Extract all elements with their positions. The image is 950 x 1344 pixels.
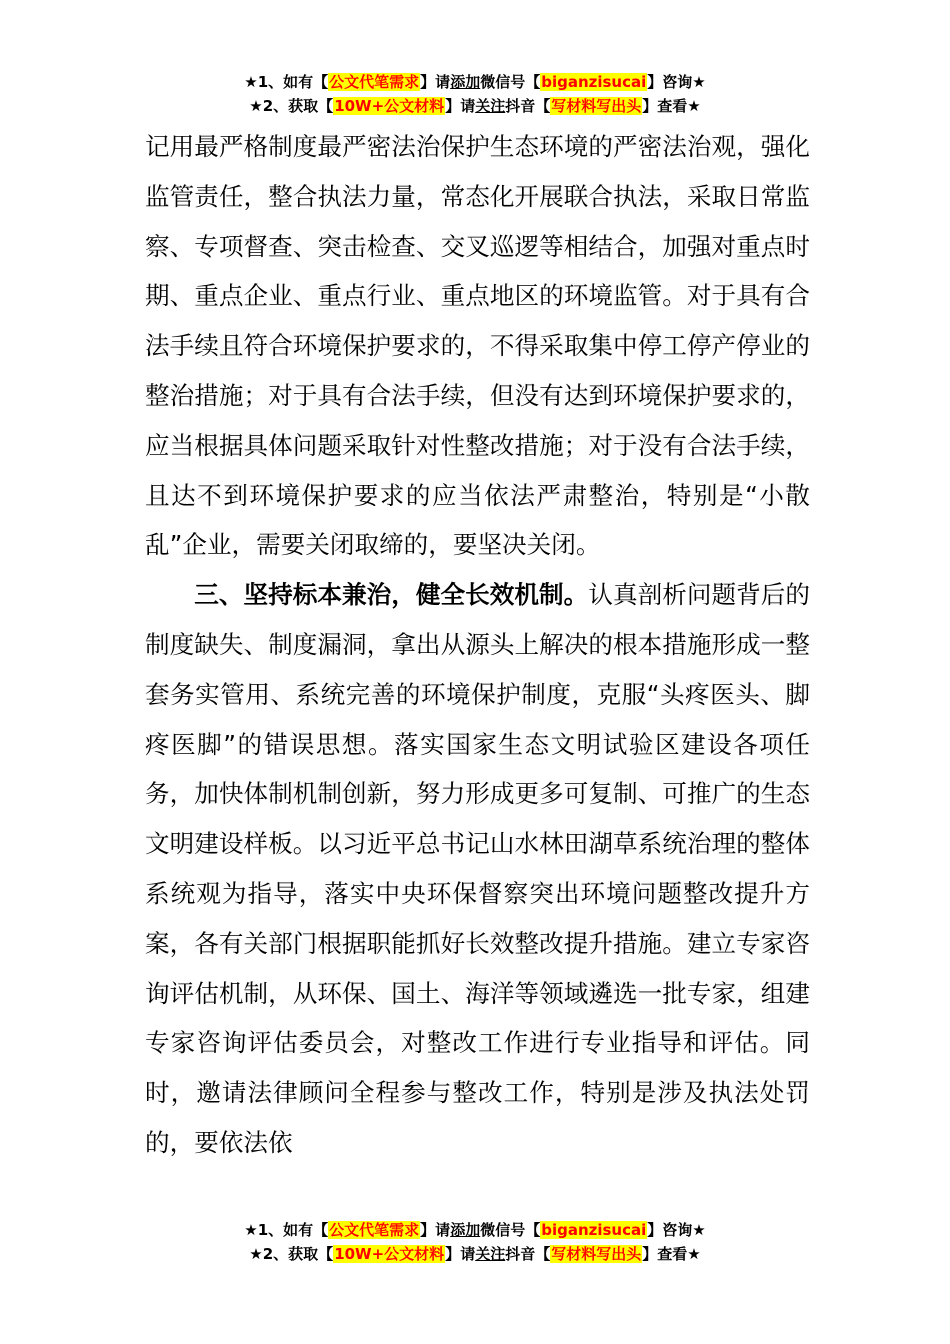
banner-text: 】请 [445,97,476,115]
banner-text: 】咨询★ [647,1221,706,1239]
body-paragraph-1: 记用最严格制度最严密法治保护生态环境的严密法治观，强化监管责任，整合执法力量，常态化开展联合执法，采取日常监察、专项督查、突击检查、交叉巡逻等相结合，加强对重点时期、重点企业、重点行业、重点地区的环境监管。对于具有合法手续且符合环境保护要求的，不得采取集中停工停产停业的整治措施；对于具有合法手续，但没有达到环境保护要求的，应当根据具体问题采取针对性整改措施；对于没有合法手续，且达不到环境保护要求的应当依法严肃整治，特别是“小散乱”企业，需要关闭取缔的，要坚决关闭。 [145,132,810,560]
banner-underlined-word: 关注 [475,97,506,115]
section-heading: 三、坚持标本兼治，健全长效机制。 [194,580,589,610]
banner-highlight-materials: 10W+公文材料 [334,1245,445,1263]
document-body [145,122,810,1168]
banner-underlined-word: 关注 [475,1245,506,1263]
banner-text: 】咨询★ [647,73,706,91]
banner-text: ★1、如有【 [244,1221,329,1239]
header-banner [0,70,950,118]
header-banner-line-2 [0,94,950,118]
banner-highlight-wechat-id: biganzisucai [541,1221,647,1239]
banner-underlined-word: 添加 [450,73,481,91]
banner-highlight-service: 公文代笔需求 [329,1221,420,1239]
header-banner-line-1 [0,70,950,94]
banner-text: 】请 [445,1245,476,1263]
banner-text: 】查看★ [642,1245,701,1263]
banner-text: 】请 [420,73,451,91]
banner-highlight-douyin-account: 写材料写出头 [551,1245,642,1263]
banner-underlined-word: 添加 [450,1221,481,1239]
banner-text: ★2、获取【 [249,1245,334,1263]
body-paragraph-2 [145,570,810,1168]
banner-text: 抖音【 [505,1245,551,1263]
banner-highlight-douyin-account: 写材料写出头 [551,97,642,115]
footer-banner-line-1 [0,1218,950,1242]
footer-banner-line-2 [0,1242,950,1266]
banner-text: 】请 [420,1221,451,1239]
banner-text: 抖音【 [505,97,551,115]
section-text: 认真剖析问题背后的制度缺失、制度漏洞，拿出从源头上解决的根本措施形成一整套务实管用、系统完善的环境保护制度，克服“头疼医头、脚疼医脚”的错误思想。落实国家生态文明试验区建设各项任务，加快体制机制创新，努力形成更多可复制、可推广的生态文明建设样板。以习近平总书记山水林田湖草系统治理的整体系统观为指导，落实中央环保督察突出环境问题整改提升方案，各有关部门根据职能抓好长效整改提升措施。建立专家咨询评估机制，从环保、国土、海洋等领域遴选一批专家，组建专家咨询评估委员会，对整改工作进行专业指导和评估。同时，邀请法律顾问全程参与整改工作，特别是涉及执法处罚的，要依法依 [145,580,810,1157]
banner-text: 】查看★ [642,97,701,115]
banner-text: 微信号【 [480,73,541,91]
footer-banner [0,1218,950,1266]
banner-highlight-wechat-id: biganzisucai [541,73,647,91]
banner-text: 微信号【 [480,1221,541,1239]
banner-highlight-service: 公文代笔需求 [329,73,420,91]
banner-highlight-materials: 10W+公文材料 [334,97,445,115]
banner-text: ★1、如有【 [244,73,329,91]
banner-text: ★2、获取【 [249,97,334,115]
